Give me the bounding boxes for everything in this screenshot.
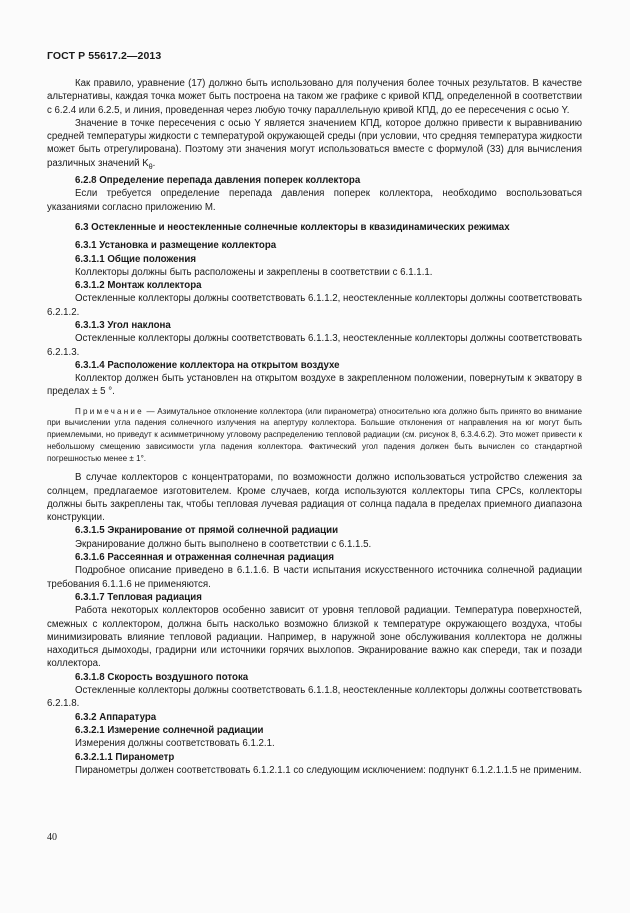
note-text: — Азимутальное отклонение коллектора (или пиранометра) относительно юга должно быть принято во внимание при вычислении угла падения солнечного излучения на апертуру коллектора. Большие отклонения от направления на юг могут быть приемлемыми, но приведут к асимметричному угловому распределению тепловой радиации (см. рисунок 8, 6.3.4.6.2). Это может привести к небольшому смещению зависимости угла падения коллектора. Фактический угол падения должен быть вычислен со стандартной погрешностью менее ± 1°.: [47, 406, 582, 463]
document-body: [47, 77, 582, 777]
section-heading: 6.3.2 Аппаратура: [75, 711, 157, 723]
section-heading: 6.3.1.6 Рассеянная и отраженная солнечная радиация: [75, 552, 335, 564]
paragraph: Экранирование должно быть выполнено в соответствии с 6.1.1.5.: [75, 538, 372, 550]
note-paragraph: [47, 406, 582, 465]
paragraph: Коллектор должен быть установлен на открытом воздухе в закрепленном положении, повернутым к экватору в пределах ± 5 °.: [47, 373, 582, 398]
document-header: ГОСТ Р 55617.2—2013: [47, 50, 162, 62]
paragraph-end: .: [152, 157, 156, 169]
paragraph: Остекленные коллекторы должны соответствовать 6.1.1.2, неостекленные коллекторы должны соответствовать 6.2.1.2.: [47, 293, 582, 318]
paragraph: В случае коллекторов с концентраторами, по возможности должно использоваться устройство слежения за солнцем, предлагаемое изготовителем. Кроме случаев, когда используются коллекторы типа CPCs, коллекторы должны быть закреплены так, чтобы тепловая лучевая радиация от солнца падала в пределах приемного диапазона конструкции.: [47, 472, 582, 524]
paragraph: Измерения должны соответствовать 6.1.2.1.: [75, 738, 275, 750]
section-heading: 6.3.2.1 Измерение солнечной радиации: [75, 724, 264, 736]
paragraph: Остекленные коллекторы должны соответствовать 6.1.1.8, неостекленные коллекторы должны соответствовать 6.2.1.8.: [47, 685, 582, 710]
section-heading: 6.3.1 Установка и размещение коллектора: [75, 240, 277, 252]
section-heading: 6.3.1.2 Монтаж коллектора: [75, 280, 202, 292]
paragraph: Как правило, уравнение (17) должно быть использовано для получения более точных результатов. В качестве альтернативы, каждая точка может быть построена на таком же графике с кривой КПД, определенной в соответствии с 6.2.4 или 6.2.5, и линия, проведенная через любую точку параллельную кривой КПД, до ее пересечения с осью Y.: [47, 78, 582, 116]
paragraph: Подробное описание приведено в 6.1.1.6. В части испытания искусственного источника солнечной радиации требования 6.1.1.6 не применяются.: [47, 565, 582, 590]
paragraph: Коллекторы должны быть расположены и закреплены в соответствии с 6.1.1.1.: [75, 266, 433, 278]
section-heading: 6.2.8 Определение перепада давления поперек коллектора: [75, 175, 361, 187]
page-number: 40: [47, 832, 57, 843]
section-heading: 6.3.1.7 Тепловая радиация: [75, 591, 202, 603]
note-label: Примечание: [75, 406, 144, 416]
paragraph: Работа некоторых коллекторов особенно зависит от уровня тепловой радиации. Температура поверхностей, смежных с коллектором, должна быть насколько возможно близкой к температуре окружающего воздуха, чтобы минимизировать влияние тепловой радиации. Например, в наружной зоне обслуживания коллектора не должны находиться дымоходы, градирни или источники горячих выхлопов. Экранирование важно как спереди, так и позади коллектора.: [47, 605, 582, 670]
paragraph: [47, 117, 582, 174]
section-heading: 6.3.1.4 Расположение коллектора на открытом воздухе: [75, 359, 340, 371]
subscript: θ: [148, 163, 153, 171]
section-heading: 6.3.1.3 Угол наклона: [75, 319, 171, 331]
paragraph: Остекленные коллекторы должны соответствовать 6.1.1.3, неостекленные коллекторы должны соответствовать 6.2.1.3.: [47, 333, 582, 358]
paragraph: Если требуется определение перепада давления поперек коллектора, необходимо воспользоваться указаниями согласно приложению М.: [47, 188, 582, 213]
section-heading: 6.3 Остекленные и неостекленные солнечные коллекторы в квазидинамических режимах: [75, 221, 510, 233]
section-heading: 6.3.1.5 Экранирование от прямой солнечной радиации: [75, 525, 339, 537]
section-heading: 6.3.1.1 Общие положения: [75, 253, 196, 265]
section-heading: 6.3.2.1.1 Пиранометр: [75, 751, 175, 763]
paragraph-text: Значение в точке пересечения с осью Y является значением КПД, которое должно привести к выравниванию средней температуры жидкости с температурой окружающей среды (при условии, что средняя температура жидкости может быть отрегулирована). Поэтому эти значения могут использоваться вместе с формулой (33) для вычисления различных значений K: [47, 117, 582, 169]
paragraph: Пиранометры должен соответствовать 6.1.2.1.1 со следующим исключением: подпункт 6.1.2.1.1.5 не применим.: [75, 764, 582, 776]
section-heading: 6.3.1.8 Скорость воздушного потока: [75, 671, 249, 683]
